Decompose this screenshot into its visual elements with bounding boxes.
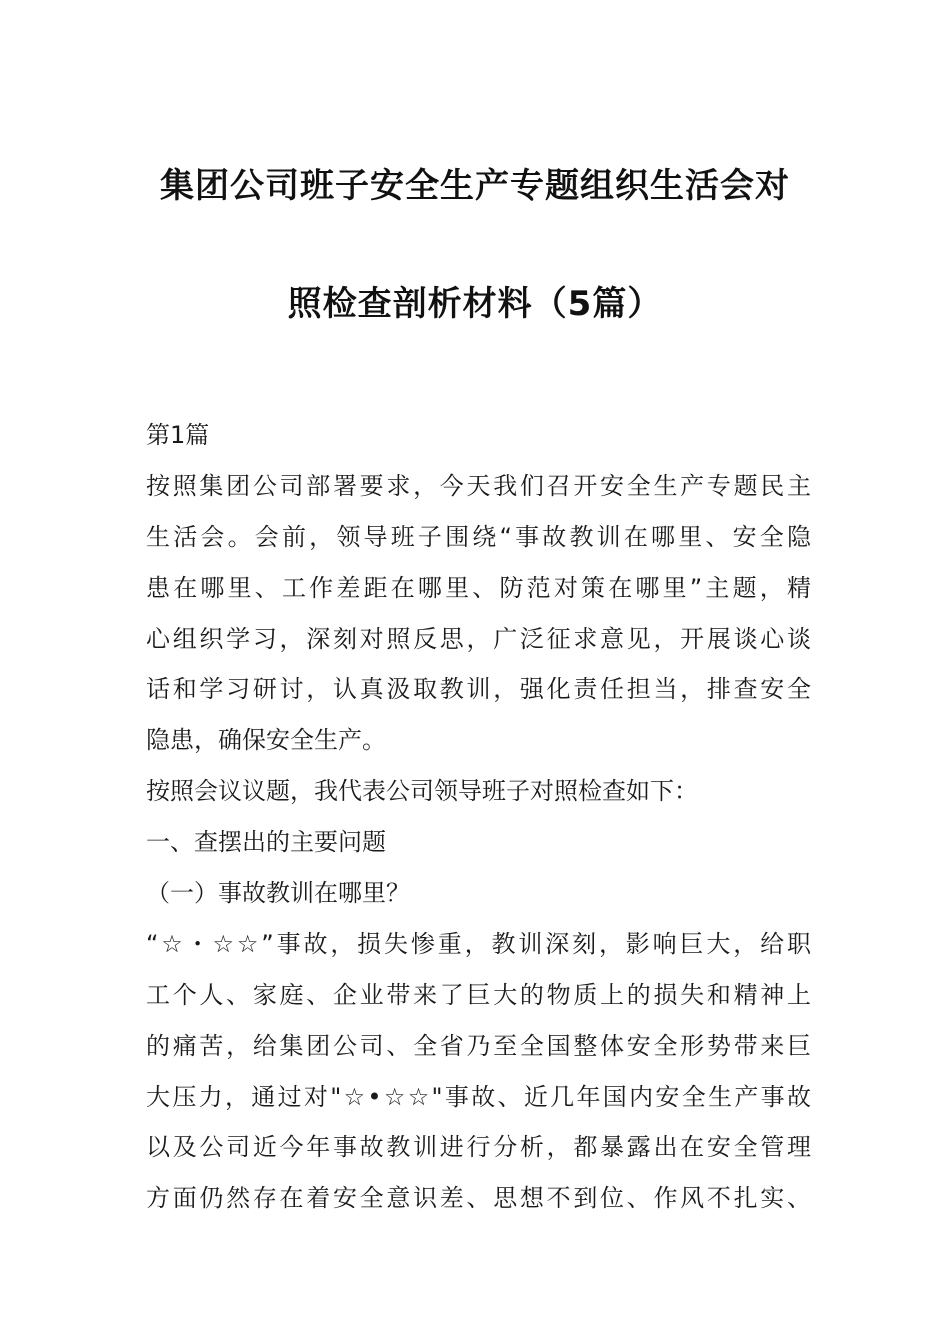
document-title-line-1: 集团公司班子安全生产专题组织生活会对 xyxy=(160,166,790,206)
paragraph-line: 患在哪里、工作差距在哪里、防范对策在哪里”主题，精 xyxy=(146,573,811,602)
paragraph-line: 的痛苦，给集团公司、全省乃至全国整体安全形势带来巨 xyxy=(146,1031,811,1060)
section-heading: 第1篇 xyxy=(146,421,210,449)
paragraph-line: 生活会。会前，领导班子围绕“事故教训在哪里、安全隐 xyxy=(146,522,811,551)
paragraph-line: 心组织学习，深刻对照反思，广泛征求意见，开展谈心谈 xyxy=(146,624,811,653)
paragraph-line: 大压力，通过对"☆•☆☆"事故、近几年国内安全生产事故 xyxy=(146,1082,811,1111)
document-body xyxy=(146,418,811,1232)
paragraph-line: 按照会议议题，我代表公司领导班子对照检查如下： xyxy=(146,777,698,806)
paragraph-line: “☆・☆☆”事故，损失惨重，教训深刻，影响巨大，给职 xyxy=(146,929,811,958)
paragraph-line: 工个人、家庭、企业带来了巨大的物质上的损失和精神上 xyxy=(146,980,811,1009)
paragraph-line: 隐患，确保安全生产。 xyxy=(146,726,386,755)
paragraph-line: 方面仍然存在着安全意识差、思想不到位、作风不扎实、 xyxy=(146,1184,811,1213)
heading-level-2: （一）事故教训在哪里？ xyxy=(146,879,410,908)
paragraph-line: 话和学习研讨，认真汲取教训，强化责任担当，排查安全 xyxy=(146,675,811,704)
paragraph-line: 以及公司近今年事故教训进行分析，都暴露出在安全管理 xyxy=(146,1133,811,1162)
paragraph-line: 按照集团公司部署要求，今天我们召开安全生产专题民主 xyxy=(146,471,811,500)
heading-level-1: 一、查摆出的主要问题 xyxy=(146,828,386,857)
document-title-line-2: 照检查剖析材料（5篇） xyxy=(287,284,663,324)
